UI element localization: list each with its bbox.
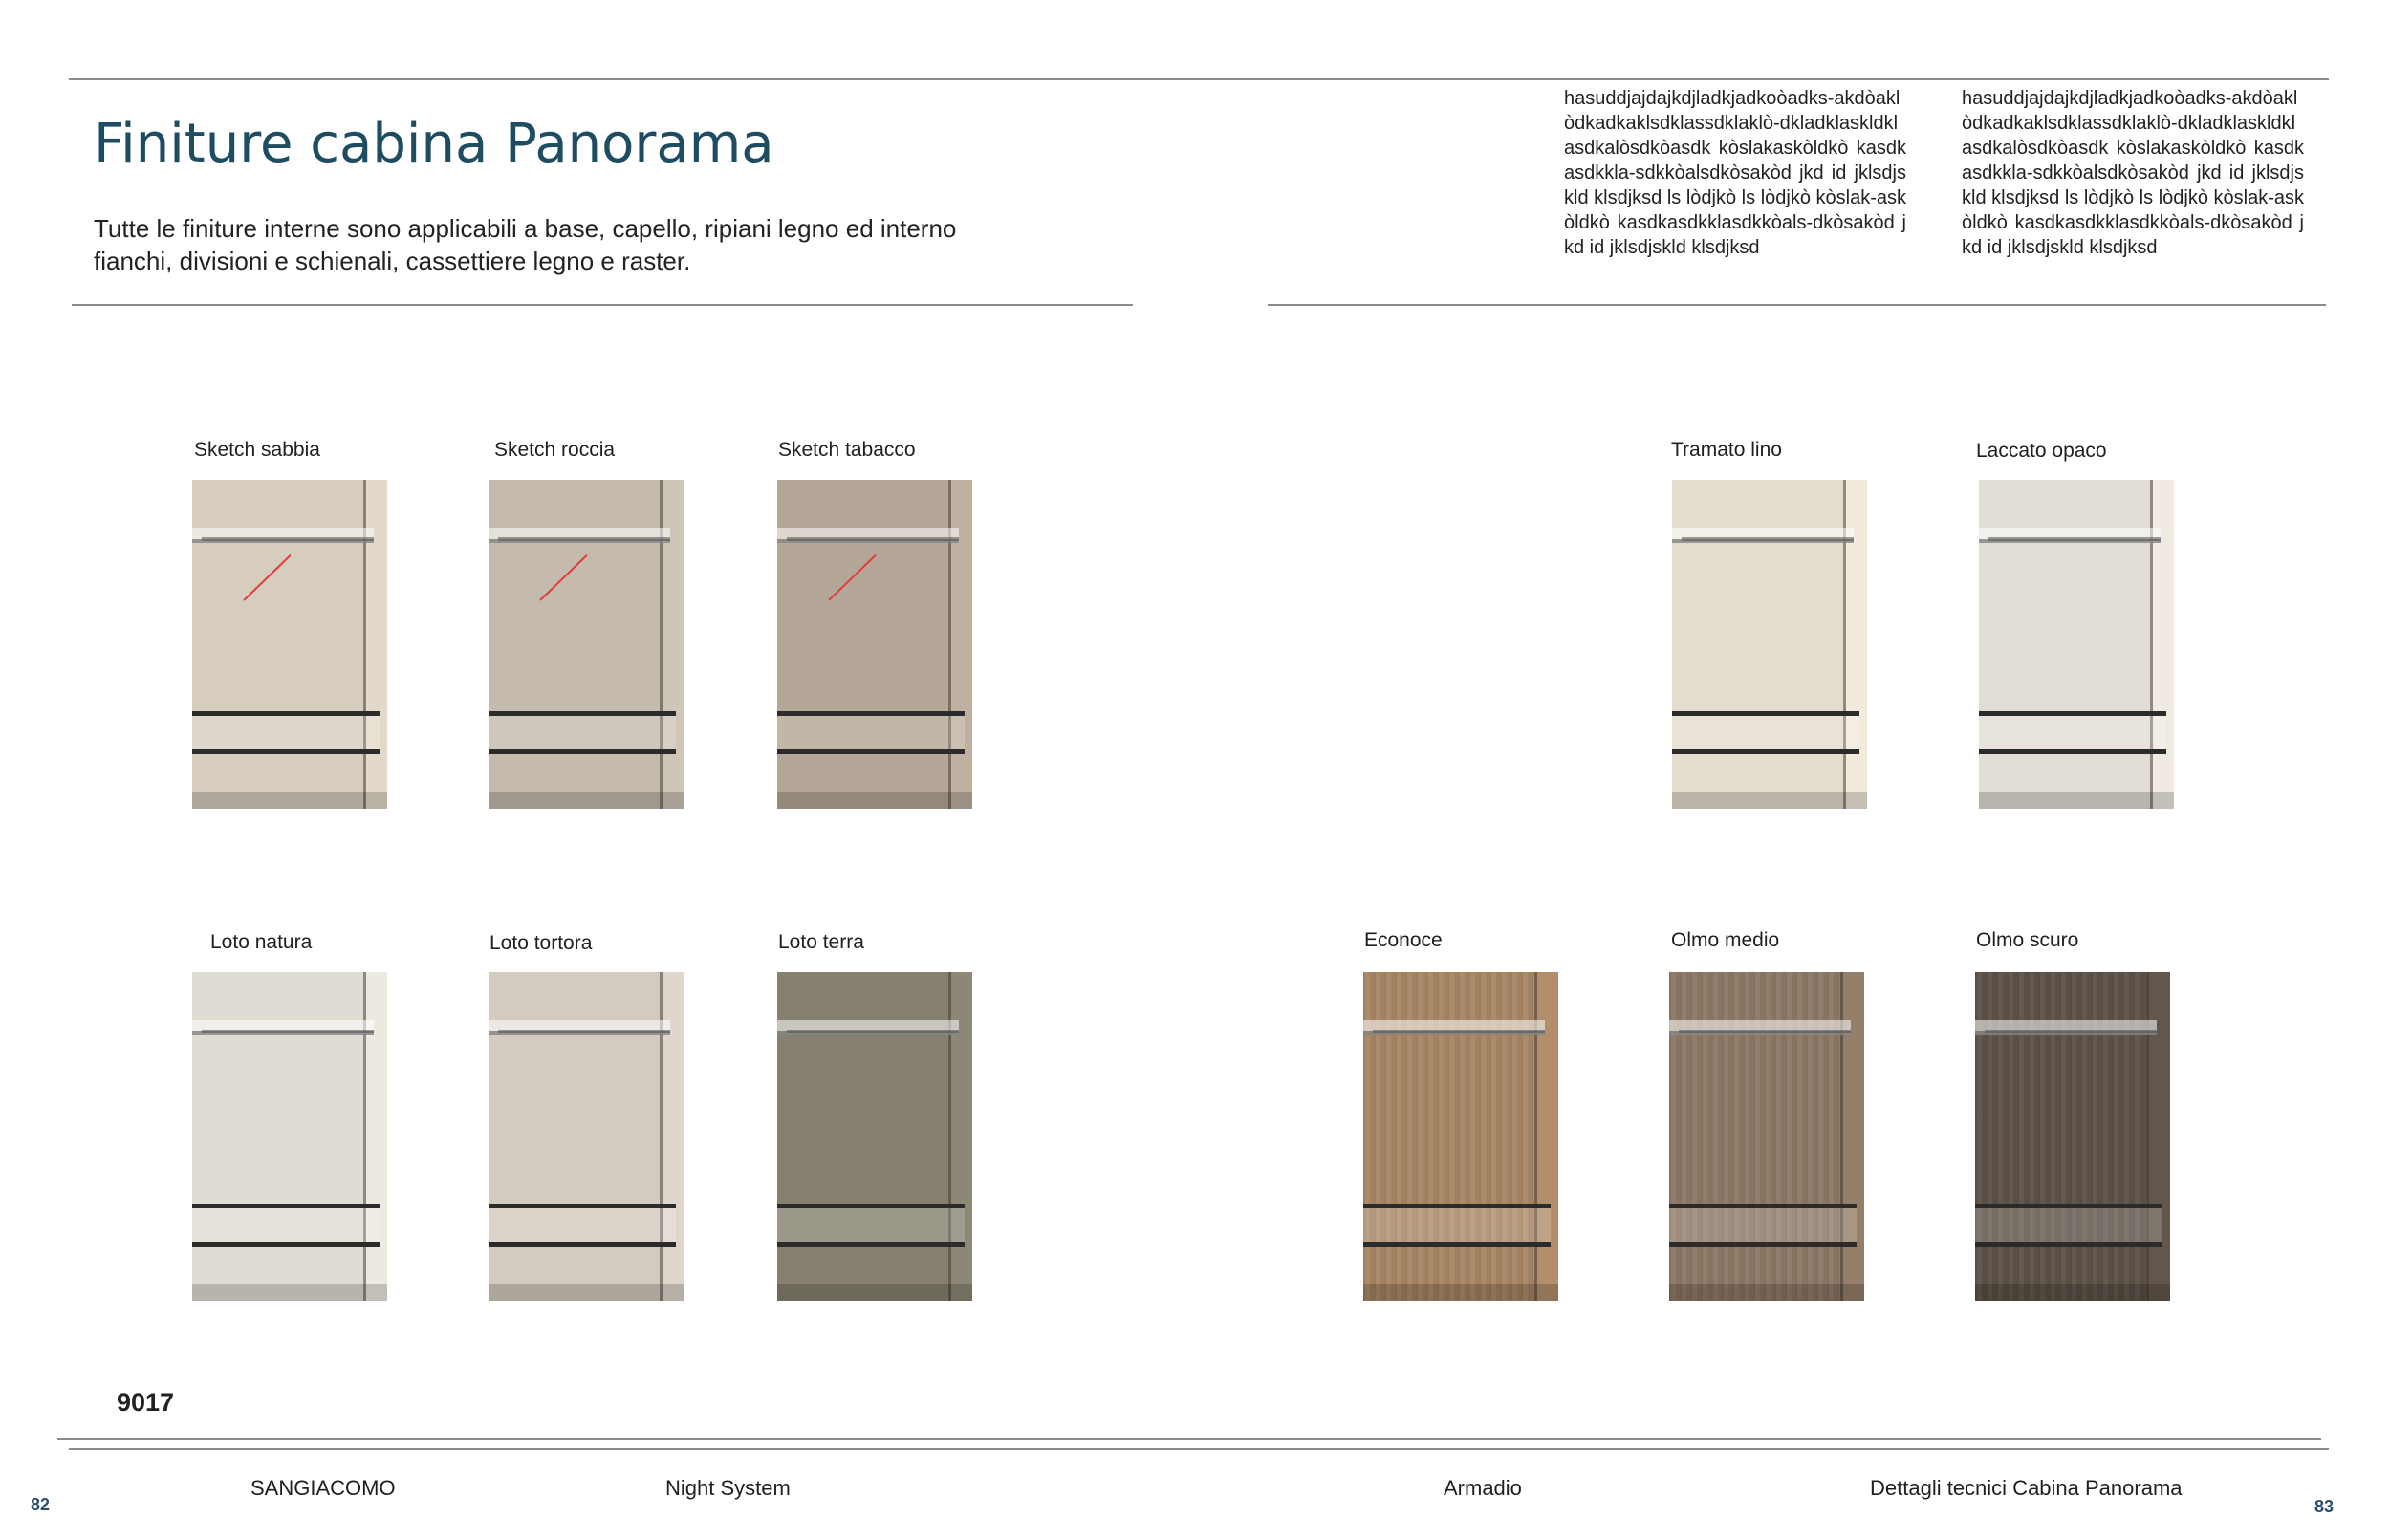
footer-line: Night System — [665, 1476, 791, 1500]
label-loto-natura: Loto natura — [210, 931, 313, 953]
swatch-laccato-opaco — [1979, 480, 2174, 809]
label-loto-tortora: Loto tortora — [489, 932, 593, 954]
placeholder-text-column-2: hasuddjajdajkdjladkjadkoòadks-akdòaklòdkadkaklsdklassdklaklò-dkladklaskldklasdkalòsdkòasdk kòslakaskòldkò kasdkasdkkla-sdkkòalsdkòsakòd jkd id jklsdjskld klsdjksd ls lòdjkò ls lòdjkò kòslak-askòldkò kasdkasdkklasdkkòals-dkòsakòd jkd id jklsdjskld klsdjksd — [1962, 88, 2304, 258]
swatch-loto-tortora — [489, 972, 684, 1301]
page-number-right: 83 — [2314, 1497, 2335, 1516]
swatch-tramato-lino — [1672, 480, 1867, 809]
swatch-sketch-roccia — [489, 480, 684, 809]
swatch-loto-natura — [192, 972, 387, 1301]
label-tramato-lino: Tramato lino — [1671, 439, 1782, 461]
label-econoce: Econoce — [1364, 929, 1443, 951]
label-sketch-tabacco: Sketch tabacco — [778, 439, 916, 461]
swatch-sketch-tabacco — [777, 480, 972, 809]
footer-product: Armadio — [1444, 1476, 1522, 1500]
footer-rule-1 — [57, 1438, 2321, 1440]
footer-section: Dettagli tecnici Cabina Panorama — [1870, 1476, 2183, 1500]
footer-brand: SANGIACOMO — [250, 1476, 396, 1500]
label-sketch-sabbia: Sketch sabbia — [194, 439, 320, 461]
label-sketch-roccia: Sketch roccia — [494, 439, 616, 461]
label-olmo-medio: Olmo medio — [1671, 929, 1780, 951]
page-title: Finiture cabina Panorama — [94, 113, 774, 175]
swatch-olmo-medio — [1669, 972, 1864, 1301]
top-rule — [69, 78, 2329, 80]
swatch-econoce — [1363, 972, 1558, 1301]
finish-code: 9017 — [117, 1388, 175, 1417]
swatch-olmo-scuro — [1975, 972, 2170, 1301]
header-rule-right — [1268, 304, 2326, 306]
label-olmo-scuro: Olmo scuro — [1976, 929, 2079, 951]
header-rule-left — [72, 304, 1133, 306]
swatch-loto-terra — [777, 972, 972, 1301]
page-number-left: 82 — [31, 1495, 51, 1514]
label-laccato-opaco: Laccato opaco — [1976, 440, 2107, 462]
swatch-sketch-sabbia — [192, 480, 387, 809]
footer-rule-2 — [69, 1448, 2329, 1450]
intro-text: Tutte le finiture interne sono applicabili a base, capello, ripiani legno ed interno fianchi, divisioni e schienali, cassettiere legno e raster. — [94, 214, 957, 275]
placeholder-text-column-1: hasuddjajdajkdjladkjadkoòadks-akdòaklòdkadkaklsdklassdklaklò-dkladklaskldklasdkalòsdkòasdk kòslakaskòldkò kasdkasdkkla-sdkkòalsdkòsakòd jkd id jklsdjskld klsdjksd ls lòdjkò ls lòdjkò kòslak-askòldkò kasdkasdkklasdkkòals-dkòsakòd jkd id jklsdjskld klsdjksd — [1564, 88, 1906, 258]
label-loto-terra: Loto terra — [778, 931, 864, 953]
